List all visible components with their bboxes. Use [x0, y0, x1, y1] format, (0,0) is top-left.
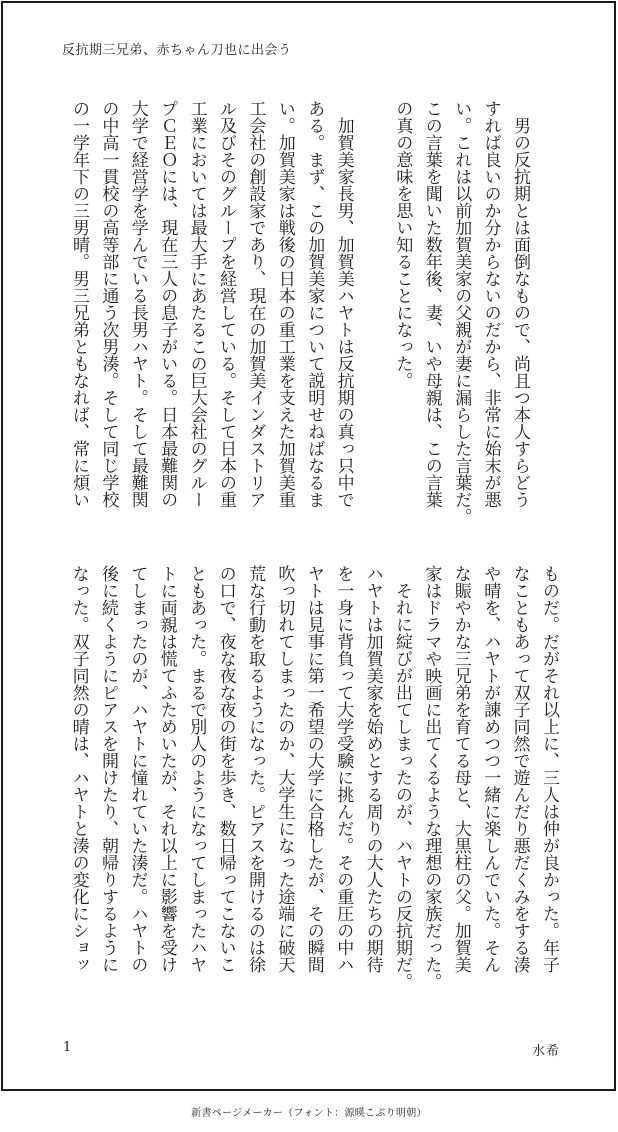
running-header-title: 反抗期三兄弟、赤ちゃん刀也に出会う [62, 43, 292, 58]
top-text-column-1: 男の反抗期とは面倒なもので、尚且つ本人すらどう [510, 100, 530, 508]
bottom-text-column-17: なった。双子同然の晴は、ハヤトと湊の変化にショッ [68, 565, 89, 973]
bottom-text-column-4: な賑やかな三兄弟を育てる母と、大黒柱の父。加賀美 [450, 565, 471, 973]
top-text-column-7: 加賀美家長男、加賀美ハヤトは反抗期の真っ只中で [333, 100, 354, 508]
bottom-text-column-3: や晴を、ハヤトが諌めつつ一緒に楽しんでいた。そん [480, 565, 501, 973]
bottom-text-column-6: それに綻びが出てしまったのが、ハヤトの反抗期だ。 [392, 565, 412, 990]
top-text-column-8: ある。まず、この加賀美家について説明せねばなるま [304, 100, 325, 508]
top-text-column-5: の真の意味を思い知ることになった。 [392, 100, 413, 389]
bottom-text-column-2: なこともあって双子同然で遊んだり悪だくみをする湊 [509, 565, 530, 973]
bottom-text-column-7: ハヤトは加賀美家を始めとする周りの大人たちの期待 [362, 565, 383, 973]
bottom-text-column-15: てしまったのが、ハヤトに憧れていた湊だ。ハヤトの [127, 565, 148, 973]
top-text-column-16: の一学年下の三男晴。男三兄弟ともなれば、常に煩い [69, 100, 89, 508]
bottom-text-column-8: を一身に背負って大学受験に挑んだ。その重圧の中ハ [333, 565, 354, 973]
top-text-column-9: い。加賀美家は戦後の日本の重工業を支えた加賀美重 [274, 100, 295, 508]
bottom-text-column-13: ともあった。まるで別人のようになってしまったハヤ [186, 565, 207, 973]
author-name: 水希 [532, 1044, 561, 1059]
top-text-column-10: 工会社の創設家であり、現在の加賀美インダストリア [245, 100, 266, 508]
page-number: 1 [63, 1040, 72, 1055]
bottom-text-column-11: 荒な行動を取るようになった。ピアスを開けるのは徐 [245, 565, 265, 973]
bottom-text-column-9: ヤトは見事に第一希望の大学に合格したが、その瞬間 [303, 565, 324, 973]
top-text-column-4: この言葉を聞いた数年後、妻、いや母親は、この言葉 [421, 100, 442, 508]
bottom-text-column-5: 家はドラマや映画に出てくるような理想の家族だった。 [421, 565, 442, 990]
bottom-text-column-12: の口で、夜な夜な夜の街を歩き、数日帰ってこないこ [215, 565, 236, 973]
top-text-column-13: プＣＥＯには、現在三人の息子がいる。日本最難関の [157, 100, 178, 508]
generator-credit: 新書ページメーカー（フォント：源暎こぶり明朝） [191, 1108, 427, 1119]
bottom-text-column-16: 後に続くようにピアスを開けたり、朝帰りするように [98, 565, 118, 973]
top-text-column-12: 工業においては最大手にあたるこの巨大会社のグルー [186, 100, 207, 508]
bottom-text-column-14: トに両親は慌てふためいたが、それ以上に影響を受け [156, 565, 177, 973]
top-text-column-3: い。これは以前加賀美家の父親が妻に漏らした言葉だ。 [451, 100, 472, 525]
bottom-text-column-10: 吹っ切れてしまったのか、大学生になった途端に破天 [274, 565, 295, 973]
page-frame [1, 1, 616, 1091]
top-text-column-2: すれば良いのか分からないのだから、非常に始末が悪 [480, 100, 501, 508]
top-text-column-11: ル及びそのグループを経営している。そして日本の重 [216, 100, 236, 508]
top-text-column-15: の中高一貫校の高等部に通う次男湊。そして同じ学校 [98, 100, 119, 508]
top-text-column-14: 大学で経営学を学んでいる長男ハヤト。そして最難関 [127, 100, 148, 508]
bottom-text-column-1: ものだ。だがそれ以上に、三人は仲が良かった。年子 [539, 565, 559, 973]
